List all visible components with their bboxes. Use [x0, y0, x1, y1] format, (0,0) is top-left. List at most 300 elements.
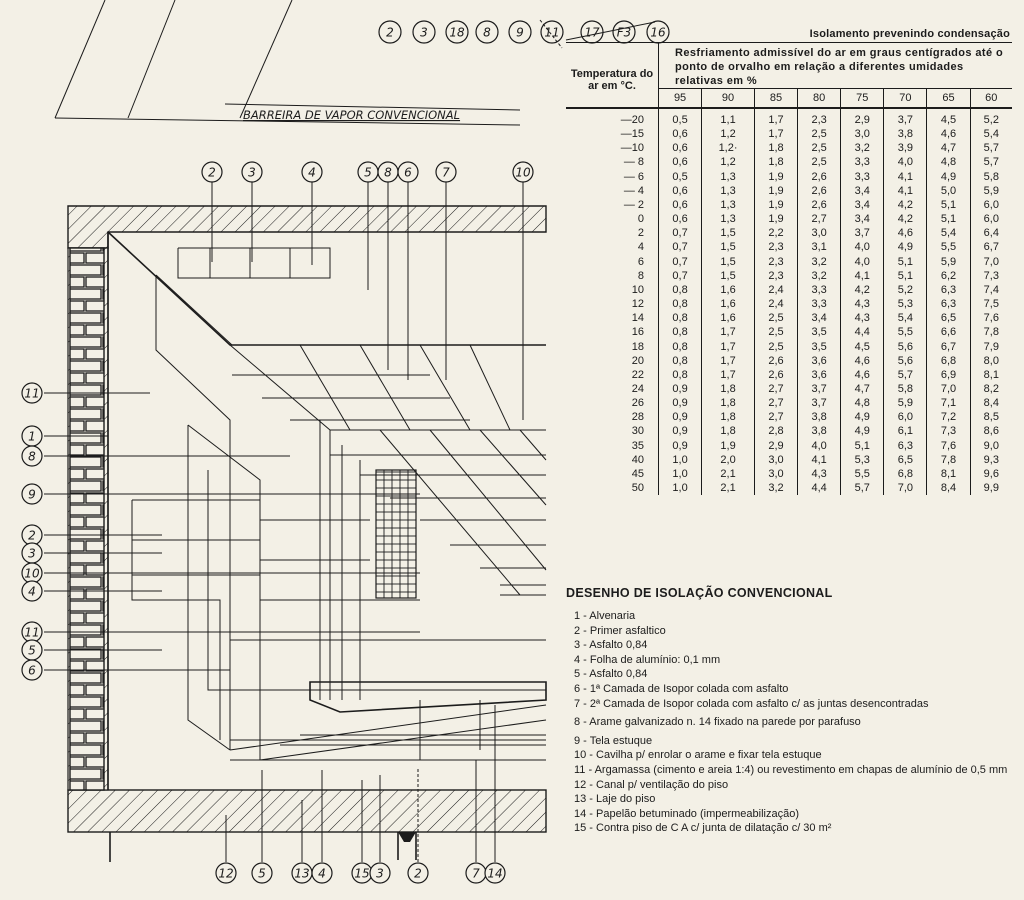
value-cell: 3,7 — [798, 396, 841, 410]
value-cell: 2,9 — [841, 108, 884, 127]
temperature-cell: 45 — [566, 467, 659, 481]
callout-8 — [378, 162, 398, 182]
value-cell: 9,9 — [983, 482, 999, 495]
value-cell: 7,9 — [983, 340, 999, 353]
value-cell: 2,1 — [702, 467, 755, 481]
value-cell: 7,8 — [983, 326, 999, 339]
value-cell: 7,2 — [927, 410, 970, 424]
value-cell: 4,1 — [798, 453, 841, 467]
value-cell: 7,8 — [927, 453, 970, 467]
value-cell: 0,6 — [659, 155, 702, 169]
temperature-cell: —20 — [566, 108, 659, 127]
value-cell: 1,6 — [702, 297, 755, 311]
value-cell: 8,5 — [983, 411, 999, 424]
value-cell: 8,4 — [983, 397, 999, 410]
value-cell: 4,3 — [841, 311, 884, 325]
value-cell: 5,4 — [983, 128, 999, 141]
value-cell: 6,0 — [983, 213, 999, 226]
value-cell: 2,7 — [754, 396, 797, 410]
value-cell: 5,4 — [884, 311, 927, 325]
legend-item: 12 - Canal p/ ventilação do piso — [574, 778, 729, 791]
svg-text:2: 2 — [28, 528, 36, 543]
temperature-cell: 4 — [566, 240, 659, 254]
temperature-cell: 16 — [566, 325, 659, 339]
value-cell: 2,8 — [754, 424, 797, 438]
value-cell: 6,5 — [884, 453, 927, 467]
value-cell: 5,5 — [841, 467, 884, 481]
table-row — [566, 255, 1012, 269]
table-row — [566, 283, 1012, 297]
value-cell: 1,2 — [702, 155, 755, 169]
value-cell: 1,7 — [754, 108, 797, 127]
value-cell: 3,3 — [841, 155, 884, 169]
value-cell: 4,4 — [841, 325, 884, 339]
value-cell: 0,8 — [659, 283, 702, 297]
humidity-col-90: 90 — [702, 89, 755, 109]
table-title: Isolamento prevenindo condensação — [566, 28, 1012, 43]
value-cell: 4,6 — [841, 354, 884, 368]
table-body — [566, 108, 1012, 495]
legend-list — [566, 609, 1016, 836]
value-cell: 3,2 — [798, 255, 841, 269]
upper-callouts — [202, 162, 533, 182]
svg-text:9: 9 — [28, 487, 36, 502]
temperature-cell: 20 — [566, 354, 659, 368]
legend-item: 5 - Asfalto 0,84 — [574, 668, 648, 681]
condensation-table-section — [566, 25, 1012, 495]
value-cell: 1,9 — [754, 198, 797, 212]
svg-text:11: 11 — [544, 25, 560, 40]
bottom-callouts — [216, 863, 505, 883]
table-row — [566, 410, 1012, 424]
value-cell: 5,9 — [884, 396, 927, 410]
temperature-cell: — 8 — [566, 155, 659, 169]
value-cell: 7,0 — [983, 255, 999, 268]
humidity-col-85: 85 — [754, 89, 797, 109]
value-cell: 0,6 — [659, 127, 702, 141]
value-cell: 1,0 — [659, 467, 702, 481]
value-cell: 1,5 — [702, 255, 755, 269]
callout-2 — [379, 21, 401, 43]
temperature-cell: 40 — [566, 453, 659, 467]
callout-6 — [22, 660, 42, 680]
temperature-header: Temperatura do ar em °C. — [566, 43, 659, 108]
value-cell: 4,3 — [798, 467, 841, 481]
value-cell: 6,8 — [884, 467, 927, 481]
value-cell: 6,6 — [927, 325, 970, 339]
value-cell: 1,0 — [659, 481, 702, 495]
svg-text:2: 2 — [208, 165, 216, 180]
svg-text:8: 8 — [483, 25, 491, 40]
callout-3 — [413, 21, 435, 43]
top-partial-drawing — [55, 0, 520, 125]
value-cell: 3,7 — [841, 226, 884, 240]
callout-11 — [22, 383, 42, 403]
svg-text:2: 2 — [414, 866, 422, 881]
svg-text:11: 11 — [24, 625, 40, 640]
vapor-barrier-label: BARREIRA DE VAPOR CONVENCIONAL — [243, 108, 461, 122]
callout-11 — [541, 21, 563, 43]
value-cell: 3,0 — [754, 467, 797, 481]
value-cell: 5,1 — [841, 439, 884, 453]
value-cell: 5,6 — [884, 354, 927, 368]
callout-2 — [22, 525, 42, 545]
temperature-cell: 2 — [566, 226, 659, 240]
value-cell: 3,2 — [798, 269, 841, 283]
value-cell: 3,9 — [884, 141, 927, 155]
legend-item: 1 - Alvenaria — [574, 610, 636, 622]
svg-text:15: 15 — [354, 866, 370, 881]
value-cell: 0,6 — [659, 198, 702, 212]
legend-item: 10 - Cavilha p/ enrolar o arame e fixar tela estuque — [574, 749, 822, 762]
value-cell: 6,0 — [884, 410, 927, 424]
value-cell: 5,5 — [884, 325, 927, 339]
value-cell: 3,7 — [798, 382, 841, 396]
value-cell: 7,4 — [983, 283, 999, 296]
value-cell: 0,7 — [659, 269, 702, 283]
value-cell: 6,3 — [927, 283, 970, 297]
value-cell: 0,8 — [659, 311, 702, 325]
value-cell: 4,0 — [798, 439, 841, 453]
value-cell: 7,1 — [927, 396, 970, 410]
value-cell: 3,4 — [798, 311, 841, 325]
value-cell: 4,7 — [841, 382, 884, 396]
callout-14 — [485, 863, 505, 883]
value-cell: 3,3 — [841, 170, 884, 184]
callout-7 — [436, 162, 456, 182]
value-cell: 2,5 — [754, 325, 797, 339]
legend-item: 6 - 1ª Camada de Isopor colada com asfalto — [574, 682, 789, 695]
value-cell: 3,6 — [798, 368, 841, 382]
callout-10 — [513, 162, 533, 182]
value-cell: 7,0 — [884, 481, 927, 495]
value-cell: 2,7 — [798, 212, 841, 226]
value-cell: 4,4 — [798, 481, 841, 495]
value-cell: 4,3 — [841, 297, 884, 311]
value-cell: 2,6 — [798, 198, 841, 212]
temperature-cell: 10 — [566, 283, 659, 297]
svg-text:3: 3 — [376, 866, 384, 881]
value-cell: 5,7 — [983, 142, 999, 155]
table-row — [566, 467, 1012, 481]
value-cell: 5,1 — [884, 255, 927, 269]
value-cell: 0,5 — [659, 170, 702, 184]
value-cell: 0,9 — [659, 410, 702, 424]
svg-text:3: 3 — [248, 165, 256, 180]
table-row — [566, 212, 1012, 226]
value-cell: 1,3 — [702, 184, 755, 198]
value-cell: 3,8 — [798, 410, 841, 424]
table-row — [566, 226, 1012, 240]
table-row — [566, 325, 1012, 339]
value-cell: 2,5 — [754, 311, 797, 325]
legend-item: 9 - Tela estuque — [574, 734, 653, 747]
value-cell: 8,0 — [983, 354, 999, 367]
humidity-group-header: Resfriamento admissível do ar em graus centígrados até o ponto de orvalho em relação a diferentes umidades relativas em % — [659, 43, 1013, 89]
callout-2 — [408, 863, 428, 883]
value-cell: 4,0 — [841, 255, 884, 269]
value-cell: 5,5 — [927, 240, 970, 254]
temperature-cell: 50 — [566, 481, 659, 495]
value-cell: 1,8 — [702, 410, 755, 424]
value-cell: 1,8 — [702, 396, 755, 410]
humidity-col-95: 95 — [659, 89, 702, 109]
value-cell: 2,6 — [754, 354, 797, 368]
callout-5 — [252, 863, 272, 883]
value-cell: 4,6 — [884, 226, 927, 240]
svg-text:12: 12 — [218, 866, 234, 881]
value-cell: 3,5 — [798, 325, 841, 339]
temperature-cell: 14 — [566, 311, 659, 325]
table-row — [566, 184, 1012, 198]
value-cell: 7,5 — [983, 298, 999, 311]
svg-text:13: 13 — [294, 866, 310, 881]
value-cell: 7,0 — [927, 382, 970, 396]
legend-section — [566, 586, 1016, 836]
value-cell: 1,7 — [702, 340, 755, 354]
legend-item: 2 - Primer asfaltico — [574, 624, 666, 637]
temperature-cell: 8 — [566, 269, 659, 283]
svg-text:6: 6 — [404, 165, 412, 180]
temperature-cell: — 2 — [566, 198, 659, 212]
temperature-cell: —15 — [566, 127, 659, 141]
table-row — [566, 354, 1012, 368]
value-cell: 4,2 — [884, 198, 927, 212]
callout-5 — [358, 162, 378, 182]
callout-8 — [476, 21, 498, 43]
value-cell: 1,5 — [702, 226, 755, 240]
value-cell: 4,2 — [841, 283, 884, 297]
ceiling-slab — [68, 206, 546, 248]
svg-text:6: 6 — [28, 663, 36, 678]
temperature-cell: 26 — [566, 396, 659, 410]
value-cell: 6,8 — [927, 354, 970, 368]
svg-text:1: 1 — [28, 429, 36, 444]
value-cell: 0,7 — [659, 240, 702, 254]
value-cell: 2,6 — [798, 170, 841, 184]
value-cell: 4,2 — [884, 212, 927, 226]
value-cell: 1,6 — [702, 283, 755, 297]
value-cell: 2,3 — [754, 240, 797, 254]
value-cell: 3,3 — [798, 283, 841, 297]
table-row — [566, 198, 1012, 212]
value-cell: 6,7 — [983, 241, 999, 254]
value-cell: 0,8 — [659, 368, 702, 382]
value-cell: 3,8 — [884, 127, 927, 141]
value-cell: 8,4 — [927, 481, 970, 495]
callout-13 — [292, 863, 312, 883]
svg-text:8: 8 — [28, 449, 36, 464]
legend-item: 4 - Folha de alumínio: 0,1 mm — [574, 653, 721, 666]
value-cell: 9,0 — [983, 439, 999, 452]
svg-text:4: 4 — [308, 165, 316, 180]
value-cell: 5,1 — [884, 269, 927, 283]
value-cell: 3,2 — [754, 481, 797, 495]
value-cell: 0,9 — [659, 439, 702, 453]
value-cell: 3,0 — [798, 226, 841, 240]
temperature-cell: 18 — [566, 340, 659, 354]
value-cell: 4,8 — [927, 155, 970, 169]
table-row — [566, 127, 1012, 141]
value-cell: 5,0 — [927, 184, 970, 198]
svg-text:8: 8 — [384, 165, 392, 180]
callout-9 — [22, 484, 42, 504]
value-cell: 1,8 — [754, 155, 797, 169]
table-row — [566, 439, 1012, 453]
value-cell: 2,3 — [754, 255, 797, 269]
value-cell: 5,6 — [884, 340, 927, 354]
callout-3 — [242, 162, 262, 182]
legend-item: 3 - Asfalto 0,84 — [574, 639, 648, 652]
value-cell: 2,7 — [754, 382, 797, 396]
svg-text:7: 7 — [472, 866, 480, 881]
value-cell: 0,7 — [659, 226, 702, 240]
value-cell: 4,6 — [841, 368, 884, 382]
condensation-table — [566, 43, 1012, 495]
value-cell: 0,8 — [659, 297, 702, 311]
humidity-col-75: 75 — [841, 89, 884, 109]
callout-4 — [312, 863, 332, 883]
value-cell: 7,3 — [983, 269, 999, 282]
table-row — [566, 382, 1012, 396]
value-cell: 4,5 — [927, 108, 970, 127]
table-row — [566, 453, 1012, 467]
value-cell: 1,3 — [702, 198, 755, 212]
svg-text:16: 16 — [650, 25, 666, 40]
value-cell: 0,8 — [659, 354, 702, 368]
value-cell: 2,6 — [754, 368, 797, 382]
value-cell: 4,5 — [841, 340, 884, 354]
value-cell: 3,1 — [798, 240, 841, 254]
callout-4 — [22, 581, 42, 601]
legend-item: 13 - Laje do piso — [574, 793, 656, 806]
callout-10 — [22, 563, 42, 583]
value-cell: 6,1 — [884, 424, 927, 438]
value-cell: 6,4 — [983, 227, 999, 240]
value-cell: 5,1 — [927, 198, 970, 212]
value-cell: 2,4 — [754, 283, 797, 297]
svg-text:17: 17 — [584, 25, 600, 40]
callout-12 — [216, 863, 236, 883]
value-cell: 7,6 — [983, 312, 999, 325]
callout-7 — [466, 863, 486, 883]
left-callouts — [22, 383, 42, 680]
foundation — [110, 832, 416, 862]
table-row — [566, 108, 1012, 127]
temperature-cell: 24 — [566, 382, 659, 396]
value-cell: 5,9 — [927, 255, 970, 269]
callout-18 — [446, 21, 468, 43]
svg-text:9: 9 — [516, 25, 524, 40]
value-cell: 5,8 — [884, 382, 927, 396]
value-cell: 5,1 — [927, 212, 970, 226]
value-cell: 4,9 — [884, 240, 927, 254]
stucco-mesh — [376, 470, 416, 598]
value-cell: 1,3 — [702, 170, 755, 184]
svg-text:7: 7 — [442, 165, 450, 180]
value-cell: 3,2 — [841, 141, 884, 155]
temperature-cell: 35 — [566, 439, 659, 453]
callout-4 — [302, 162, 322, 182]
value-cell: 9,6 — [983, 467, 999, 480]
brick-wall — [70, 248, 104, 790]
svg-text:5: 5 — [258, 866, 266, 881]
value-cell: 1,9 — [754, 170, 797, 184]
humidity-col-60: 60 — [970, 89, 1012, 109]
value-cell: 0,9 — [659, 396, 702, 410]
value-cell: 3,5 — [798, 340, 841, 354]
value-cell: 8,1 — [983, 368, 999, 381]
value-cell: 6,5 — [927, 311, 970, 325]
value-cell: 6,2 — [927, 269, 970, 283]
value-cell: 1,7 — [702, 325, 755, 339]
value-cell: 5,3 — [884, 297, 927, 311]
value-cell: 0,8 — [659, 340, 702, 354]
temperature-cell: 30 — [566, 424, 659, 438]
value-cell: 9,3 — [983, 453, 999, 466]
value-cell: 4,1 — [884, 170, 927, 184]
value-cell: 5,8 — [983, 170, 999, 183]
value-cell: 1,7 — [754, 127, 797, 141]
humidity-col-65: 65 — [927, 89, 970, 109]
value-cell: 6,3 — [927, 297, 970, 311]
table-row — [566, 396, 1012, 410]
callout-1 — [22, 426, 42, 446]
value-cell: 2,4 — [754, 297, 797, 311]
value-cell: 8,1 — [927, 467, 970, 481]
table-row — [566, 311, 1012, 325]
value-cell: 0,9 — [659, 424, 702, 438]
value-cell: 5,4 — [927, 226, 970, 240]
temperature-cell: 6 — [566, 255, 659, 269]
table-row — [566, 170, 1012, 184]
value-cell: 7,6 — [927, 439, 970, 453]
value-cell: 4,0 — [884, 155, 927, 169]
temperature-cell: 22 — [566, 368, 659, 382]
table-row — [566, 297, 1012, 311]
temperature-cell: — 4 — [566, 184, 659, 198]
value-cell: 1,6 — [702, 311, 755, 325]
svg-text:3: 3 — [420, 25, 428, 40]
legend-title: DESENHO DE ISOLAÇÃO CONVENCIONAL — [566, 586, 833, 600]
callout-5 — [22, 640, 42, 660]
table-row — [566, 240, 1012, 254]
value-cell: 3,4 — [841, 198, 884, 212]
value-cell: 2,2 — [754, 226, 797, 240]
value-cell: 1,5 — [702, 269, 755, 283]
value-cell: 2,3 — [798, 108, 841, 127]
svg-text:4: 4 — [318, 866, 326, 881]
callout-11 — [22, 622, 42, 642]
callout-6 — [398, 162, 418, 182]
value-cell: 7,3 — [927, 424, 970, 438]
value-cell: 4,7 — [927, 141, 970, 155]
svg-text:5: 5 — [364, 165, 372, 180]
value-cell: 4,1 — [884, 184, 927, 198]
callout-2 — [202, 162, 222, 182]
value-cell: 5,7 — [841, 481, 884, 495]
value-cell: 6,7 — [927, 340, 970, 354]
legend-item: 14 - Papelão betuminado (impermeabilização) — [574, 807, 800, 820]
legend-item: 15 - Contra piso de C A c/ junta de dilatação c/ 30 m² — [574, 822, 832, 835]
value-cell: 3,0 — [754, 453, 797, 467]
value-cell: 1,9 — [702, 439, 755, 453]
callout-8 — [22, 446, 42, 466]
value-cell: 4,6 — [927, 127, 970, 141]
table-row — [566, 340, 1012, 354]
value-cell: 1,8 — [702, 382, 755, 396]
callout-9 — [509, 21, 531, 43]
